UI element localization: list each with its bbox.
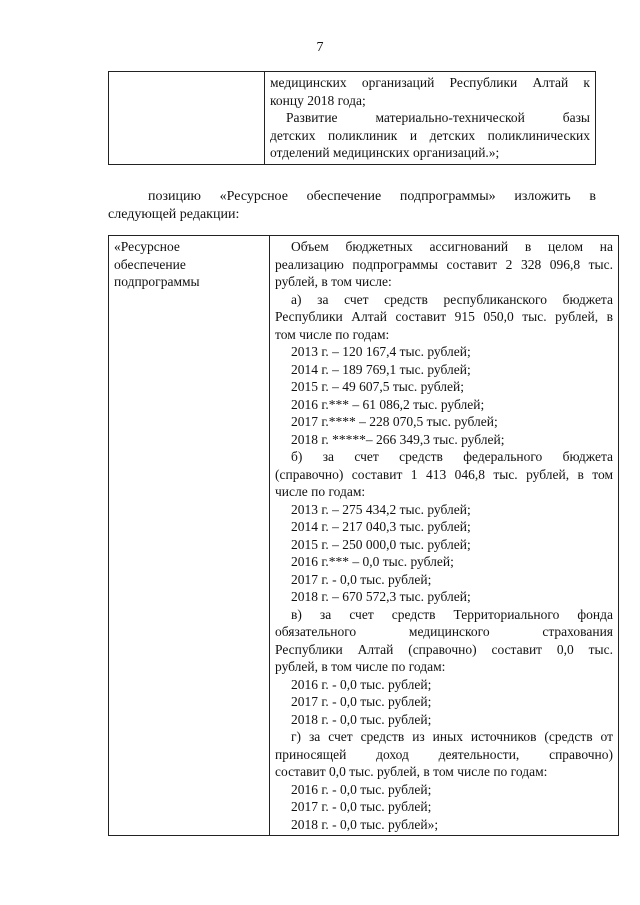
text-line: рублей, в том числе по годам: [275, 659, 446, 674]
label-line: «Ресурсное [114, 239, 180, 254]
table-cell-content [270, 236, 619, 836]
text-line: 2014 г. – 189 769,1 тыс. рублей; [291, 361, 471, 377]
text-line: обязательного медицинского страхования [275, 624, 613, 639]
text-line: Развитие материально-технической базы [286, 110, 590, 125]
text-line: 2017 г.**** – 228 070,5 тыс. рублей; [291, 414, 498, 429]
table-cell-label [109, 236, 270, 836]
text-line: (справочно) составит 1 413 046,8 тыс. рублей, в том [275, 466, 613, 482]
text-line: 2018 г. - 0,0 тыс. рублей»; [291, 816, 439, 832]
text-line: приносящей доход деятельности, справочно) [275, 746, 613, 762]
text-line: детских поликлиник и детских поликлинических [270, 127, 590, 143]
text-line: рублей, в том числе: [275, 274, 392, 289]
text-line: медицинских организаций Республики Алтай к [270, 75, 590, 90]
text-line: том числе по годам: [275, 326, 390, 342]
text-line: 2017 г. - 0,0 тыс. рублей; [291, 799, 432, 814]
table-row [109, 72, 596, 165]
text-line: Республики Алтай составит 915 050,0 тыс. рублей, в [275, 309, 613, 324]
text-line: реализацию подпрограммы составит 2 328 096,8 тыс. [275, 256, 613, 272]
text-line: 2013 г. – 120 167,4 тыс. рублей; [291, 344, 471, 359]
label-line: обеспечение [114, 256, 186, 272]
text-line: 2014 г. – 217 040,3 тыс. рублей; [291, 519, 471, 534]
text-line: в) за счет средств Территориального фонда [291, 606, 613, 622]
label-line: подпрограммы [114, 274, 200, 289]
text-line: Объем бюджетных ассигнований в целом на [291, 239, 613, 254]
text-line: 2018 г. – 670 572,3 тыс. рублей; [291, 589, 471, 604]
text-line: концу 2018 года; [270, 92, 366, 108]
text-line: 2018 г. - 0,0 тыс. рублей; [291, 711, 432, 727]
text-line: 2015 г. – 250 000,0 тыс. рублей; [291, 536, 471, 552]
table-row [109, 236, 619, 836]
text-line: 2016 г.*** – 0,0 тыс. рублей; [291, 554, 454, 569]
text-line: 2018 г. *****– 266 349,3 тыс. рублей; [291, 431, 505, 447]
resource-table [108, 235, 619, 836]
text-line: 2016 г.*** – 61 086,2 тыс. рублей; [291, 396, 485, 412]
text-line: 2017 г. - 0,0 тыс. рублей; [291, 571, 432, 587]
table-continuation [108, 71, 596, 165]
text-line: 2015 г. – 49 607,5 тыс. рублей; [291, 379, 464, 394]
text-line: числе по годам: [275, 484, 366, 499]
page-number: 7 [316, 40, 324, 55]
text-line: 2016 г. - 0,0 тыс. рублей; [291, 676, 432, 692]
table-cell-left [109, 72, 265, 165]
table-cell-right [265, 72, 596, 165]
text-line: а) за счет средств республиканского бюджета [291, 291, 613, 307]
text-line: 2017 г. - 0,0 тыс. рублей; [291, 694, 432, 709]
text-line: составит 0,0 тыс. рублей, в том числе по годам: [275, 764, 548, 779]
text-line: 2013 г. – 275 434,2 тыс. рублей; [291, 501, 471, 517]
paragraph-line: позицию «Ресурсное обеспечение подпрограммы» изложить в [148, 189, 596, 204]
text-line: 2016 г. - 0,0 тыс. рублей; [291, 781, 432, 797]
text-line: б) за счет средств федерального бюджета [291, 449, 613, 464]
instruction-paragraph [108, 188, 596, 224]
text-line: отделений медицинских организаций.»; [270, 145, 500, 160]
text-line: г) за счет средств из иных источников (средств от [291, 729, 613, 744]
paragraph-line: следующей редакции: [108, 207, 240, 222]
text-line: Республики Алтай (справочно) составит 0,0 тыс. [275, 641, 613, 657]
